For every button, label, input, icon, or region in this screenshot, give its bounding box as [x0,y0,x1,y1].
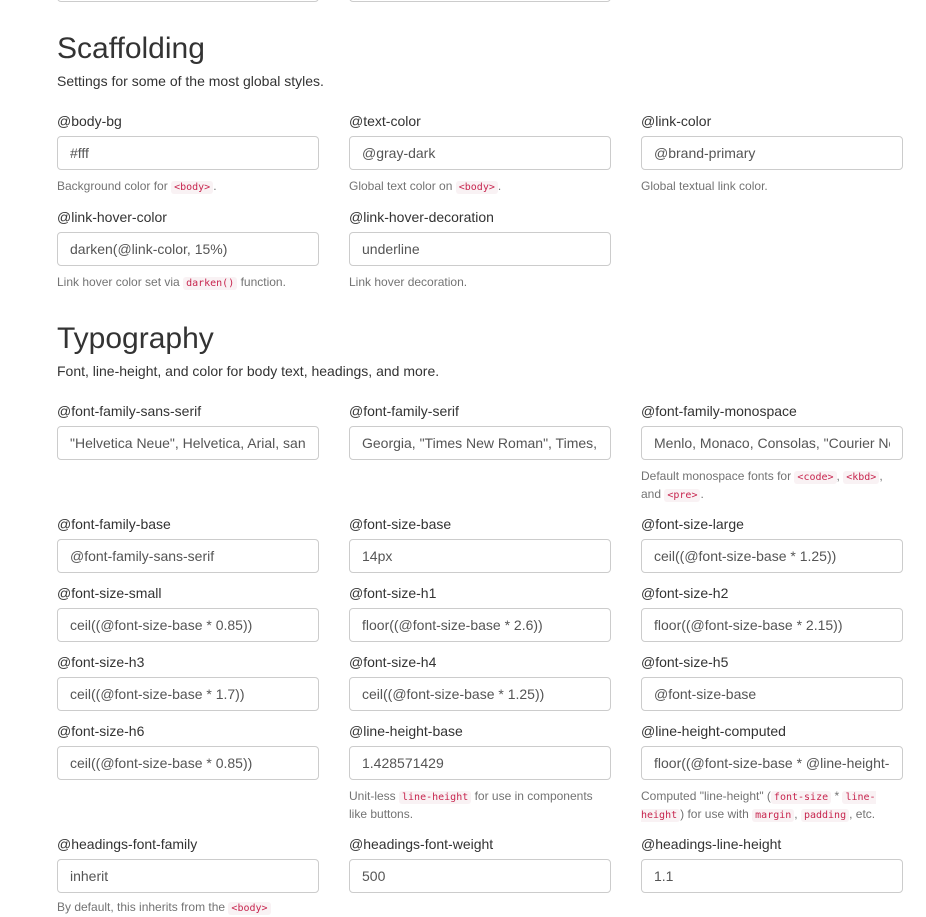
font-family-serif-label: @font-family-serif [349,403,459,419]
headings-font-family-help-clip [57,893,271,914]
help-text: Default monospace fonts for [641,469,795,483]
line-height-base-label: @line-height-base [349,723,463,739]
link-hover-decoration-input[interactable] [349,232,611,266]
font-family-monospace-field [641,402,903,504]
code-snippet: padding [801,809,849,822]
typography-heading: Typography [57,322,214,355]
body-bg-field [57,112,319,196]
font-size-small-input[interactable] [57,608,319,642]
headings-font-family-label: @headings-font-family [57,836,198,852]
font-family-serif-input[interactable] [349,426,611,460]
headings-font-weight-field [349,835,611,893]
font-family-monospace-help [641,468,903,504]
headings-line-height-input[interactable] [641,859,903,893]
previous-section-input[interactable] [349,0,611,2]
text-color-help [349,178,611,196]
link-hover-color-field [57,208,319,292]
help-text: for use in components like buttons. [349,789,593,821]
help-text: ) for use with [680,807,753,821]
link-color-input[interactable] [641,136,903,170]
line-height-base-field [349,722,611,823]
font-family-sans-serif-input[interactable] [57,426,319,460]
scaffolding-description: Settings for some of the most global styles. [57,73,324,89]
line-height-computed-help [641,788,903,824]
help-text: , [836,469,844,483]
link-hover-decoration-label: @link-hover-decoration [349,209,494,225]
font-size-h6-label: @font-size-h6 [57,723,145,739]
code-snippet: <body> [171,181,213,194]
headings-font-family-help [57,899,271,917]
headings-line-height-field [641,835,903,893]
font-size-h6-input[interactable] [57,746,319,780]
code-snippet: <body> [228,902,270,915]
body-bg-label: @body-bg [57,113,122,129]
font-size-large-label: @font-size-large [641,516,744,532]
code-snippet: font-size [771,791,831,804]
headings-line-height-label: @headings-line-height [641,836,782,852]
help-text: , and [641,469,883,501]
font-size-h5-field [641,653,903,711]
font-size-base-input[interactable] [349,539,611,573]
font-size-h4-input[interactable] [349,677,611,711]
font-size-small-field [57,584,319,642]
link-color-help: Global textual link color. [641,179,768,193]
text-color-input[interactable] [349,136,611,170]
font-size-base-label: @font-size-base [349,516,452,532]
help-text: . [213,179,217,193]
font-size-h2-field [641,584,903,642]
help-text: * [831,789,843,803]
line-height-computed-label: @line-height-computed [641,723,786,739]
font-size-large-input[interactable] [641,539,903,573]
link-hover-decoration-field [349,208,611,291]
font-family-base-label: @font-family-base [57,516,171,532]
link-hover-color-help [57,274,319,292]
line-height-base-help [349,788,611,823]
font-size-h6-field [57,722,319,780]
code-snippet: <pre> [664,489,700,502]
code-snippet: darken() [183,277,237,290]
code-snippet: line-height [641,792,876,821]
code-snippet: <code> [794,471,836,484]
font-size-h3-label: @font-size-h3 [57,654,145,670]
help-text: . [700,487,704,501]
font-size-large-field [641,515,903,573]
font-size-h4-field [349,653,611,711]
font-size-h5-input[interactable] [641,677,903,711]
help-text: By default, this inherits from the [57,900,229,914]
code-snippet: margin [752,809,794,822]
font-family-base-input[interactable] [57,539,319,573]
text-color-label: @text-color [349,113,421,129]
code-snippet: <kbd> [843,471,879,484]
font-family-monospace-label: @font-family-monospace [641,403,797,419]
typography-description: Font, line-height, and color for body text, headings, and more. [57,363,440,379]
link-hover-color-input[interactable] [57,232,319,266]
previous-section-input[interactable] [57,0,319,2]
code-snippet: <body> [456,181,498,194]
font-size-small-label: @font-size-small [57,585,162,601]
help-text: function. [237,275,286,289]
code-snippet: line-height [399,791,471,804]
help-text: Background color for [57,179,172,193]
font-size-h1-label: @font-size-h1 [349,585,437,601]
font-family-base-field [57,515,319,573]
font-family-serif-field [349,402,611,460]
link-hover-color-label: @link-hover-color [57,209,167,225]
font-size-base-field [349,515,611,573]
font-size-h3-input[interactable] [57,677,319,711]
help-text: , etc. [849,807,876,821]
help-text: Global text color on [349,179,456,193]
link-color-label: @link-color [641,113,712,129]
text-color-field [349,112,611,196]
scaffolding-heading: Scaffolding [57,32,205,65]
headings-font-weight-input[interactable] [349,859,611,893]
headings-font-family-input[interactable] [57,859,319,893]
line-height-computed-field [641,722,903,824]
font-size-h4-label: @font-size-h4 [349,654,437,670]
font-size-h2-input[interactable] [641,608,903,642]
headings-font-family-field [57,835,319,893]
headings-font-weight-label: @headings-font-weight [349,836,494,852]
help-text: , [794,807,801,821]
line-height-base-input[interactable] [349,746,611,780]
body-bg-help [57,178,319,196]
font-family-monospace-input[interactable] [641,426,903,460]
body-bg-input[interactable] [57,136,319,170]
font-size-h1-field [349,584,611,642]
font-family-sans-serif-field [57,402,319,460]
font-size-h1-input[interactable] [349,608,611,642]
help-text: Link hover color set via [57,275,184,289]
font-size-h3-field [57,653,319,711]
help-text: . [497,179,502,193]
help-text: Unit-less [349,789,400,803]
font-family-sans-serif-label: @font-family-sans-serif [57,403,202,419]
line-height-computed-input[interactable] [641,746,903,780]
font-size-h5-label: @font-size-h5 [641,654,729,670]
help-text: Computed "line-height" ( [641,789,771,803]
font-size-h2-label: @font-size-h2 [641,585,729,601]
link-hover-decoration-help: Link hover decoration. [349,275,468,289]
link-color-field [641,112,903,195]
